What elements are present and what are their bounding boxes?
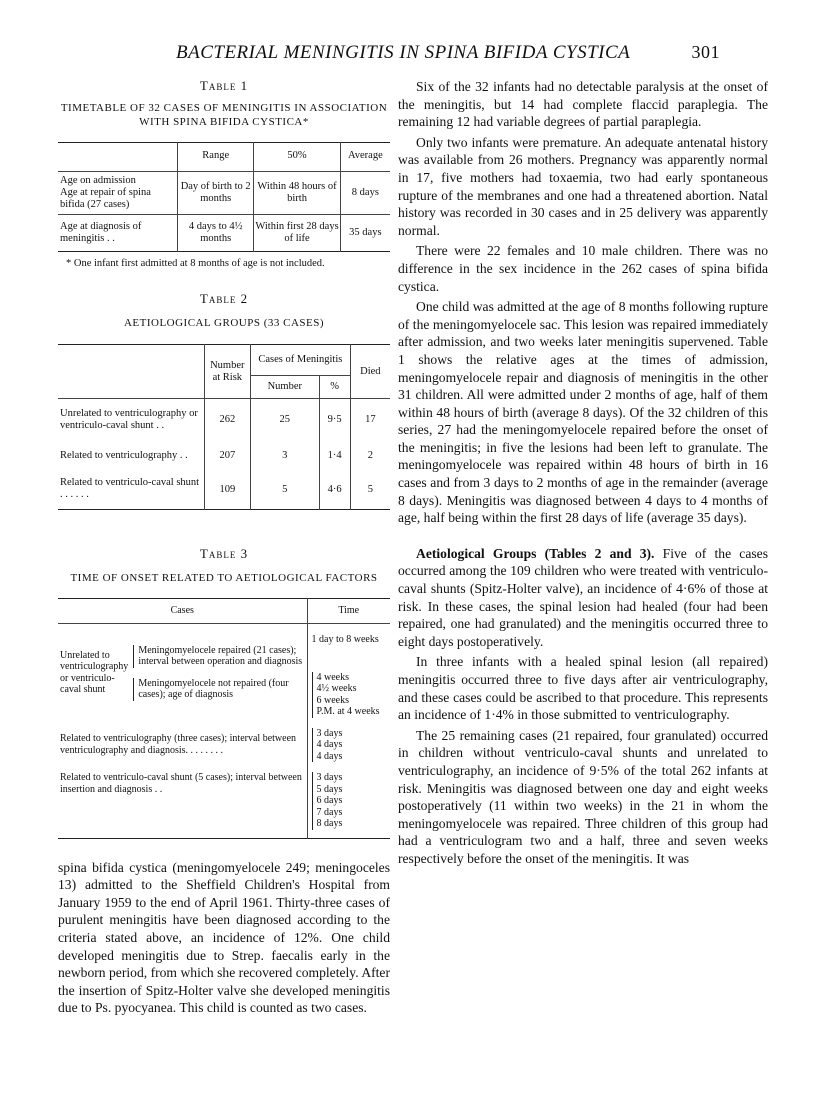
table2-col-died: Died — [350, 345, 390, 399]
table2-col-cases: Cases of Meningitis — [251, 345, 351, 376]
table3-col-time: Time — [307, 599, 390, 624]
table-row: Unrelated to ventriculography or ventriculo-caval shunt Meningomyelocele repaired (21 cases); interval between operation and diagnosis Meningomyelocele not repaired (four cases); age of diagnosis 1 day to 8 weeks 4 weeks 4½ weeks 6 weeks P.M. at 4 weeks — [58, 624, 390, 722]
table1-col-range: Range — [178, 142, 254, 171]
table1-footnote: * One infant first admitted at 8 months of age is not included. — [66, 257, 325, 269]
table2-col-risk: Number at Risk — [204, 345, 250, 399]
section-paragraph: Aetiological Groups (Tables 2 and 3). Five of the cases occurred among the 109 children who were treated with ventriculo-caval shunts (Spitz-Holter valve), an incidence of 4·6% of those at risk. In these cases, the spinal lesion had healed (four had been repaired, one had granulated) and the meningitis occurred three to eight days postoperatively. — [398, 545, 768, 649]
paragraph: Six of the 32 infants had no detectable paralysis at the onset of the meningitis, but 14 had complete flaccid paraplegia. The remaining 12 had variable degrees of partial paraplegia. — [398, 79, 768, 130]
table2-caption: AETIOLOGICAL GROUPS (33 CASES) — [123, 316, 325, 329]
table3-caption: TIME OF ONSET RELATED TO AETIOLOGICAL FACTORS — [70, 572, 378, 585]
table-row: Related to ventriculo-caval shunt (5 cases); interval between insertion and diagnosis . . 3 days 5 days 6 days 7 days 8 days — [58, 768, 390, 838]
table2: Number at Risk Cases of Meningitis Died Number % Unrelated to ventriculography or ventriculo-caval shunt . . 262 25 9·5 17 Related to ventriculography . . 207 3 1·4 2 Related to ventriculo-caval shunt . . . . . . 109 5 4·6 5 — [58, 344, 390, 510]
table-row: Related to ventriculography (three cases); interval between ventriculography and diagnosis. . . . . . . . 3 days 4 days 4 days — [58, 722, 390, 769]
table1-col-50: 50% — [254, 142, 340, 171]
table3-group-label: Unrelated to ventriculography or ventriculo-caval shunt — [60, 649, 129, 696]
table1-col-average: Average — [340, 142, 390, 171]
table1-caption: TIMETABLE OF 32 CASES OF MENINGITIS IN ASSOCIATION WITH SPINA BIFIDA CYSTICA* — [60, 102, 388, 128]
paragraph: There were 22 females and 10 male children. There was no difference in the sex incidence in the 262 cases of spina bifida cystica. — [398, 243, 768, 294]
right-column — [398, 78, 768, 868]
table-row: Unrelated to ventriculography or ventriculo-caval shunt . . 262 25 9·5 17 — [58, 399, 390, 442]
paragraph: Only two infants were premature. An adequate antenatal history was available from 26 mothers. Pregnancy was apparently normal in 17, five mothers had toxaemia, two had early spontaneous rupture of the membranes and one had a threatened abortion. Natal history was recorded in 30 cases and in 25 delivery was apparently normal. — [398, 134, 768, 238]
paragraph: The 25 remaining cases (21 repaired, four granulated) occurred in children without ventriculo-caval shunts and unrelated to ventriculography, an incidence of 9·5% of the total 262 infants at risk. Meningitis was diagnosed between one day and eight weeks postoperatively (11 within two weeks) in the 21 in whom the meningomyelocele was repaired. Three children of this group had had a ventriculogram two and a half, three and seven weeks respectively before the onset of the meningitis. It was — [398, 727, 768, 866]
page-number: 301 — [691, 42, 720, 62]
running-title: BACTERIAL MENINGITIS IN SPINA BIFIDA CYSTICA — [176, 42, 631, 63]
section-heading: Aetiological Groups (Tables 2 and 3). — [416, 545, 655, 561]
table3-col-cases: Cases — [170, 605, 194, 617]
table3 — [58, 598, 390, 839]
table-row: Related to ventriculography . . 207 3 1·4 2 — [58, 441, 390, 471]
paragraph: One child was admitted at the age of 8 months following rupture of the meningomyelocele sac. This lesion was repaired immediately after admission, and two weeks later meningitis supervened. Table 1 shows the relative ages at the times of admission, meningomyelocele repair and diagnosis of meningitis in the other 31 children. All were admitted under 2 months of age, half of them within 48 hours of birth (average 8 days). Of the 32 children of this series, 27 had the meningomyelocele repaired before the onset of the meningitis; in five the lesions had been left to granulate. The meningomyelocele was repaired within 48 hours of birth in 16 cases and from 3 days to 2 months of age in the remainder (average 8 days). Meningitis was diagnosed between 4 days to 4 months of age, half being within the first 28 days of life (average 35 days). — [398, 299, 768, 526]
table2-label: Table 2 — [199, 290, 249, 306]
table-row: Age at diagnosis of meningitis . . 4 days to 4½ months Within first 28 days of life 35 days — [58, 214, 390, 251]
table-row: Related to ventriculo-caval shunt . . . . . . 109 5 4·6 5 — [58, 471, 390, 510]
left-body-text: spina bifida cystica (meningomyelocele 249; meningoceles 13) admitted to the Sheffield Children's Hospital from January 1959 to the end of April 1961. Thirty-three cases of purulent meningitis have been diagnosed according to the criteria stated above, an incidence of 12%. One child developed meningitis due to Strep. faecalis early in the newborn period, from which she recovered completely. After the insertion of Spitz-Holter valve she developed meningitis due to Ps. pyocyanea. This child is counted as two cases. — [58, 859, 390, 1016]
table1-label: Table 1 — [199, 78, 249, 93]
running-header — [176, 42, 720, 64]
paragraph: In three infants with a healed spinal lesion (all repaired) meningitis occurred three to five days after air ventriculography, and these cases could be ascribed to that procedure. This represents an incidence of 1·4% in those submitted to ventriculography. — [398, 654, 768, 723]
table-row: Age on admission Age at repair of spina bifida (27 cases) Day of birth to 2 months Within 48 hours of birth 8 days — [58, 171, 390, 214]
left-column — [58, 78, 390, 1017]
table1 — [58, 142, 390, 252]
table3-label: Table 3 — [199, 546, 249, 562]
